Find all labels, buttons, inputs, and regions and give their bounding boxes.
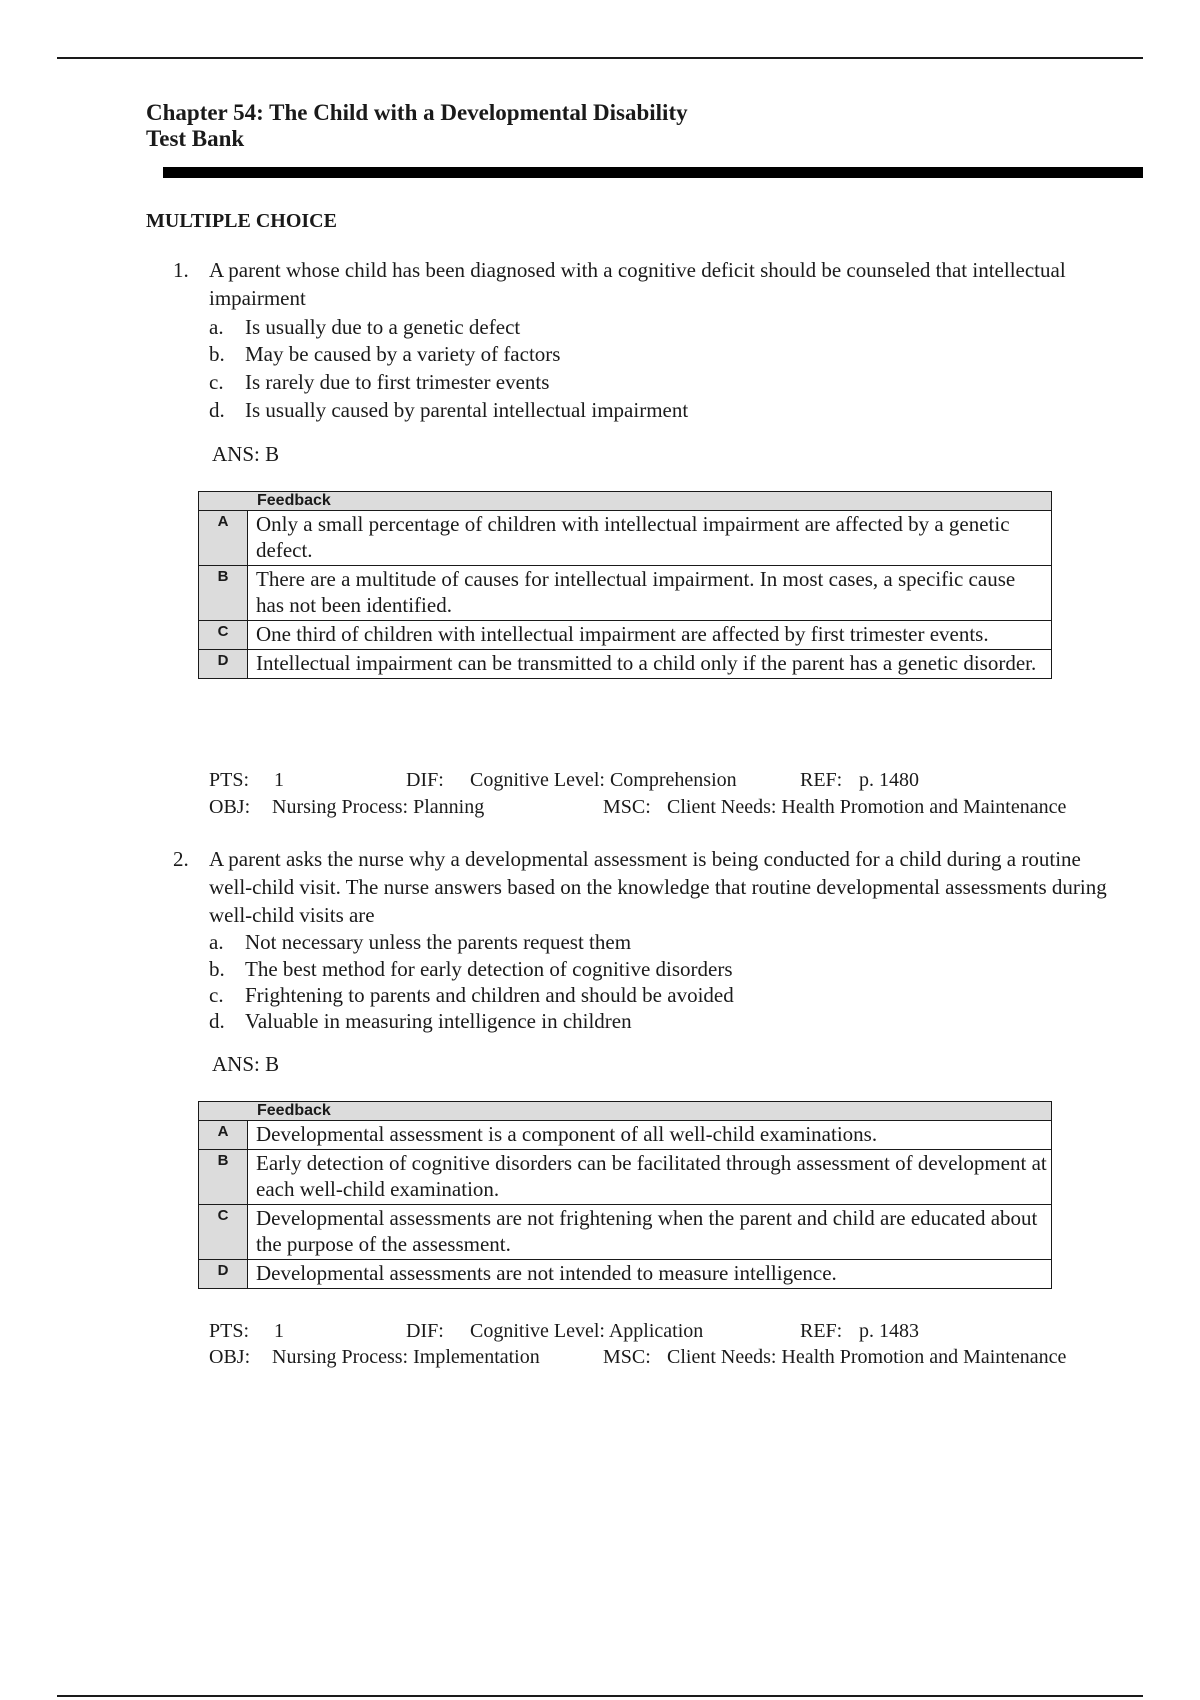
feedback-table	[198, 491, 1052, 679]
obj-label: OBJ:	[209, 796, 251, 818]
feedback-row: D Developmental assessments are not intended to measure intelligence.	[199, 1260, 1052, 1289]
pts-value: 1	[274, 769, 284, 791]
bottom-rule	[57, 1695, 1143, 1697]
dif-label: DIF:	[406, 1320, 444, 1342]
feedback-row: C One third of children with intellectual impairment are affected by first trimester events.	[199, 621, 1052, 650]
question-number: 1.	[173, 258, 189, 282]
feedback-row: B Early detection of cognitive disorders can be facilitated through assessment of development at each well-child examination.	[199, 1150, 1052, 1205]
option-b: b. The best method for early detection of cognitive disorders	[209, 957, 733, 981]
answer-key: ANS: B	[212, 1052, 280, 1076]
obj-value: Nursing Process: Implementation	[272, 1346, 540, 1368]
chapter-title: Chapter 54: The Child with a Developmental Disability	[146, 100, 688, 125]
page-title	[146, 100, 688, 152]
dif-value: Cognitive Level: Comprehension	[470, 769, 737, 791]
option-c: c. Frightening to parents and children and should be avoided	[209, 983, 734, 1007]
option-a: a. Not necessary unless the parents request them	[209, 930, 632, 954]
msc-label: MSC:	[603, 1346, 651, 1368]
feedback-header: Feedback	[199, 1102, 1052, 1121]
ref-value: p. 1483	[859, 1320, 919, 1342]
feedback-header: Feedback	[199, 492, 1052, 511]
option-b: b. May be caused by a variety of factors	[209, 342, 561, 366]
pts-value: 1	[274, 1320, 284, 1342]
pts-label: PTS:	[209, 1320, 250, 1342]
dif-value: Cognitive Level: Application	[470, 1320, 704, 1342]
question-stem: A parent whose child has been diagnosed with a cognitive deficit should be counseled that intellectual impairment	[209, 258, 1066, 310]
obj-label: OBJ:	[209, 1346, 251, 1368]
msc-value: Client Needs: Health Promotion and Maintenance	[667, 1346, 1067, 1368]
option-d: d. Is usually caused by parental intellectual impairment	[209, 398, 689, 422]
feedback-row: A Developmental assessment is a component of all well-child examinations.	[199, 1121, 1052, 1150]
obj-value: Nursing Process: Planning	[272, 796, 485, 818]
question-number: 2.	[173, 847, 189, 871]
feedback-row: C Developmental assessments are not frightening when the parent and child are educated about the purpose of the assessment.	[199, 1205, 1052, 1260]
answer-key: ANS: B	[212, 442, 280, 466]
feedback-table	[198, 1101, 1052, 1289]
top-rule	[57, 57, 1143, 59]
feedback-row: A Only a small percentage of children with intellectual impairment are affected by a genetic defect.	[199, 511, 1052, 566]
ref-label: REF:	[800, 1320, 843, 1342]
msc-value: Client Needs: Health Promotion and Maintenance	[667, 796, 1067, 818]
title-divider	[163, 167, 1143, 178]
option-c: c. Is rarely due to first trimester events	[209, 370, 550, 394]
pts-label: PTS:	[209, 769, 250, 791]
feedback-row: B There are a multitude of causes for intellectual impairment. In most cases, a specific cause has not been identified.	[199, 566, 1052, 621]
section-heading: MULTIPLE CHOICE	[146, 210, 337, 232]
dif-label: DIF:	[406, 769, 444, 791]
option-d: d. Valuable in measuring intelligence in children	[209, 1009, 632, 1033]
msc-label: MSC:	[603, 796, 651, 818]
test-bank-label: Test Bank	[146, 126, 245, 151]
ref-value: p. 1480	[859, 769, 919, 791]
feedback-row: D Intellectual impairment can be transmitted to a child only if the parent has a genetic disorder.	[199, 650, 1052, 679]
question-stem: A parent asks the nurse why a developmental assessment is being conducted for a child during a routine well-child visit. The nurse answers based on the knowledge that routine developmental assessments during well-child visits are	[209, 847, 1107, 927]
option-a: a. Is usually due to a genetic defect	[209, 315, 521, 339]
ref-label: REF:	[800, 769, 843, 791]
